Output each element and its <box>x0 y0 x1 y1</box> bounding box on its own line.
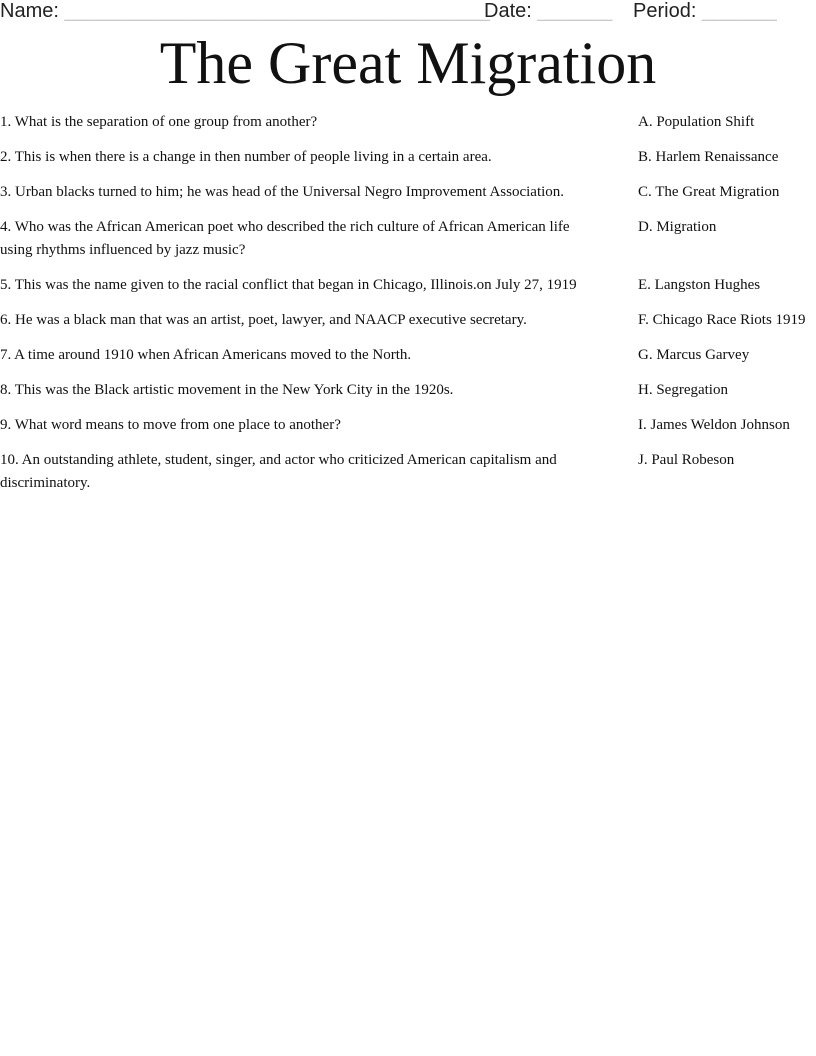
matching-row <box>0 274 816 297</box>
question-item: 3. Urban blacks turned to him; he was head of the Universal Negro Improvement Association. <box>0 184 565 200</box>
answer-option: H. Segregation <box>638 382 728 398</box>
matching-row <box>0 111 816 134</box>
name-label: Name: <box>0 0 59 22</box>
matching-row <box>0 309 816 332</box>
answer-option: B. Harlem Renaissance <box>638 149 779 165</box>
question-item: 10. An outstanding athlete, student, singer, and actor who criticized American capitalism and discriminatory. <box>0 452 557 491</box>
question-item: 8. This was the Black artistic movement in the New York City in the 1920s. <box>0 382 454 398</box>
answer-option: F. Chicago Race Riots 1919 <box>638 312 806 328</box>
matching-row <box>0 379 816 402</box>
matching-row <box>0 146 816 169</box>
question-item: 1. What is the separation of one group from another? <box>0 114 318 130</box>
period-label: Period: <box>633 0 697 22</box>
answer-option: C. The Great Migration <box>638 184 780 200</box>
matching-row <box>0 344 816 367</box>
answer-option: G. Marcus Garvey <box>638 347 750 363</box>
answer-option: A. Population Shift <box>638 114 755 130</box>
question-item: 9. What word means to move from one place to another? <box>0 417 341 433</box>
answer-option: J. Paul Robeson <box>638 452 735 468</box>
matching-section <box>0 111 816 507</box>
answer-option: D. Migration <box>638 219 717 235</box>
question-item: 6. He was a black man that was an artist, poet, lawyer, and NAACP executive secretary. <box>0 312 527 328</box>
matching-row <box>0 216 816 262</box>
answer-option: E. Langston Hughes <box>638 277 761 293</box>
date-field[interactable] <box>484 0 612 22</box>
question-item: 5. This was the name given to the racial conflict that began in Chicago, Illinois.on July 27, 1919 <box>0 277 577 293</box>
name-field[interactable] <box>0 0 489 22</box>
matching-row <box>0 414 816 437</box>
date-blank-line[interactable]: _______ <box>537 0 612 22</box>
name-blank-line[interactable]: ________________________________________ <box>64 0 490 22</box>
question-item: 7. A time around 1910 when African Americans moved to the North. <box>0 347 412 363</box>
student-info-header <box>0 0 816 24</box>
period-field[interactable] <box>633 0 776 22</box>
worksheet-title: The Great Migration <box>159 30 657 96</box>
matching-row <box>0 449 816 495</box>
date-label: Date: <box>484 0 532 22</box>
question-item: 4. Who was the African American poet who described the rich culture of African American life using rhythms influenced by jazz music? <box>0 219 570 258</box>
question-item: 2. This is when there is a change in then number of people living in a certain area. <box>0 149 492 165</box>
answer-option: I. James Weldon Johnson <box>638 417 790 433</box>
matching-row <box>0 181 816 204</box>
period-blank-line[interactable]: _______ <box>701 0 777 22</box>
